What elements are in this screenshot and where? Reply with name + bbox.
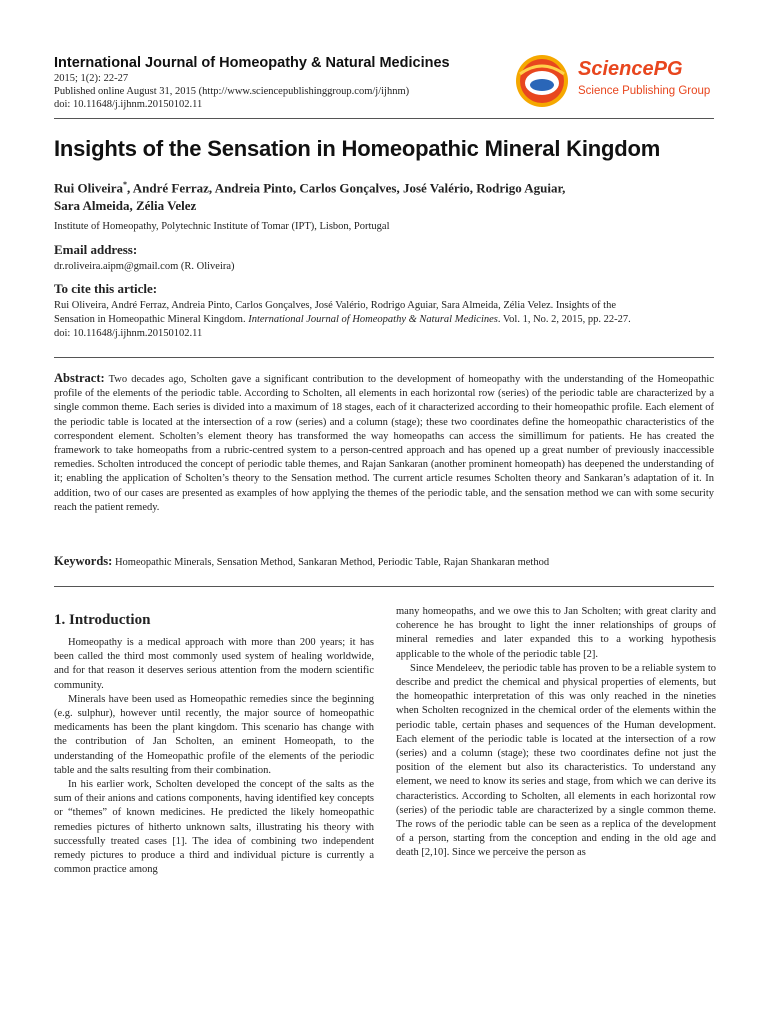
paper-title: Insights of the Sensation in Homeopathic Mineral Kingdom	[54, 136, 661, 161]
sciencepg-logo	[512, 52, 717, 110]
first-author: Rui Oliveira	[54, 180, 123, 196]
journal-name: International Journal of Homeopathy & Natural Medicines	[54, 55, 450, 71]
keywords-text: Homeopathic Minerals, Sensation Method, Sankaran Method, Periodic Table, Rajan Shankaran method	[114, 557, 550, 568]
published-info: Published online August 31, 2015 (http://www.sciencepublishinggroup.com/j/ijhnm)	[54, 86, 410, 97]
citation-title: Sensation in Homeopathic Mineral Kingdom.	[54, 314, 249, 325]
citation-line1: Rui Oliveira, André Ferraz, Andreia Pinto, Carlos Gonçalves, José Valério, Rodrigo Aguiar, Sara Almeida, Zélia Velez. Insights of the	[54, 300, 616, 311]
keywords-label: Keywords:	[54, 554, 113, 568]
cite-heading: To cite this article:	[54, 281, 158, 296]
logo-name: SciencePG	[578, 58, 683, 80]
email-heading: Email address:	[54, 242, 138, 257]
citation-doi: doi: 10.11648/j.ijhnm.20150102.11	[54, 328, 203, 339]
intro-paragraph: Since Mendeleev, the periodic table has proven to be a reliable system to describe and predict the chemical and physical properties of elements, but the homeopathic interpretation of this was only reached in the nineties when Scholten recognized in the chemical order of the elements within the periodic table, certain phases and sequences of the Human development. Each element of the periodic table is located at the intersection of a row (series) and a column (stage); these two coordinates define not just the position of the element but also its characteristics. To understand any element, we need to know its series and stage, from which we can derive its characteristics. According to Scholten, all elements in each horizontal row (series) of the periodic table are characterized by a single common theme. The rows of the periodic table can be seen as a replica of the development of a person, starting from the conception and ending in the old age and death [2,10]. Since we perceive the person as	[396, 662, 716, 859]
abstract	[54, 371, 714, 515]
abstract-bottom-divider	[54, 586, 714, 587]
logo-tagline: Science Publishing Group	[578, 85, 711, 97]
intro-paragraph: Homeopathy is a medical approach with more than 200 years; it has been called the third most commonly used system of healing worldwide, and for that reason it deserves serious attention from the modern scientific community.	[54, 637, 374, 691]
abstract-text: Two decades ago, Scholten gave a significant contribution to the development of homeopathy with the understanding of the Homeopathic profile of the elements of the periodic table. According to Scholten, all elements in each horizontal row (series) of the periodic table are characterized by a single common theme. Each series is divided into a maximum of 18 stages, each of it characterized according to their homeopathic profile. Each element of the periodic table is located at the intersection of a row (series) and a column (stage); these two coordinates define the homeopathic characteristics of the correspondent element. Scholten’s element theory has transformed the way homeopaths can access the simillimum for patients. He has created the framework to take homeopaths from a rubric-centred system to a person-centred approach and has opened up a great number of previously inaccessible remedies. Scholten introduced the concept of periodic table themes, and Rajan Sankaran (another prominent homeopath) has deepened the understanding of it; enabling the application of Scholten’s theory to the Sensation method. The current article resumes Scholten theory and Sankaran’s adaptation of it. In addition, two of our cases are presented as examples of how applying the themes of the periodic table, and the sensation method we can with some security reach the patient remedy.	[54, 374, 714, 513]
corresponding-mark: *	[122, 180, 127, 189]
email-address[interactable]: dr.roliveira.aipm@gmail.com (R. Oliveira)	[54, 261, 235, 272]
intro-paragraph: many homeopaths, and we owe this to Jan Scholten; with great clarity and coherence he has brought to light the inner relationships of groups of mineral remedies and later expanded this to a working hypothesis applicable to the whole of the periodic table [2].	[396, 606, 716, 660]
abstract-top-divider	[54, 357, 714, 358]
citation-volume: . Vol. 1, No. 2, 2015, pp. 22-27.	[497, 314, 631, 325]
authors	[54, 176, 714, 215]
keywords	[54, 554, 714, 569]
authors-line1: , André Ferraz, Andreia Pinto, Carlos Gonçalves, José Valério, Rodrigo Aguiar,	[126, 180, 566, 196]
introduction-heading: 1. Introduction	[54, 612, 151, 628]
abstract-label: Abstract:	[54, 371, 105, 385]
citation	[54, 299, 734, 341]
intro-paragraph: Minerals have been used as Homeopathic remedies since the beginning (e.g. sulphur), however until recently, the major source of homeopathic medicaments has been the plant kingdom. This scenario has change with the contribution of Jan Scholten, an eminent Homeopath, to the understanding of the Homeopathic profile of the elements of the periodic table and the salts resulting from their combination.	[54, 693, 374, 776]
left-column	[54, 636, 374, 877]
authors-line2: Sara Almeida, Zélia Velez	[54, 198, 197, 214]
affiliation: Institute of Homeopathy, Polytechnic Institute of Tomar (IPT), Lisbon, Portugal	[54, 221, 390, 232]
header-doi: doi: 10.11648/j.ijhnm.20150102.11	[54, 99, 203, 110]
citation-journal: International Journal of Homeopathy & Natural Medicines	[248, 314, 498, 325]
header-divider	[54, 118, 714, 119]
issue-info: 2015; 1(2): 22-27	[54, 73, 129, 84]
right-column	[396, 605, 716, 861]
intro-paragraph: In his earlier work, Scholten developed the concept of the salts as the sum of their anions and cations components, having identified key concepts or “themes” of known medicines. He predicted the likely homeopathic remedies pictures of hitherto unknown salts, illustrating his theory with successfully treated cases [1]. The idea of combining two independent remedy pictures to produce a third and individual picture is currently a common practice among	[54, 779, 374, 876]
